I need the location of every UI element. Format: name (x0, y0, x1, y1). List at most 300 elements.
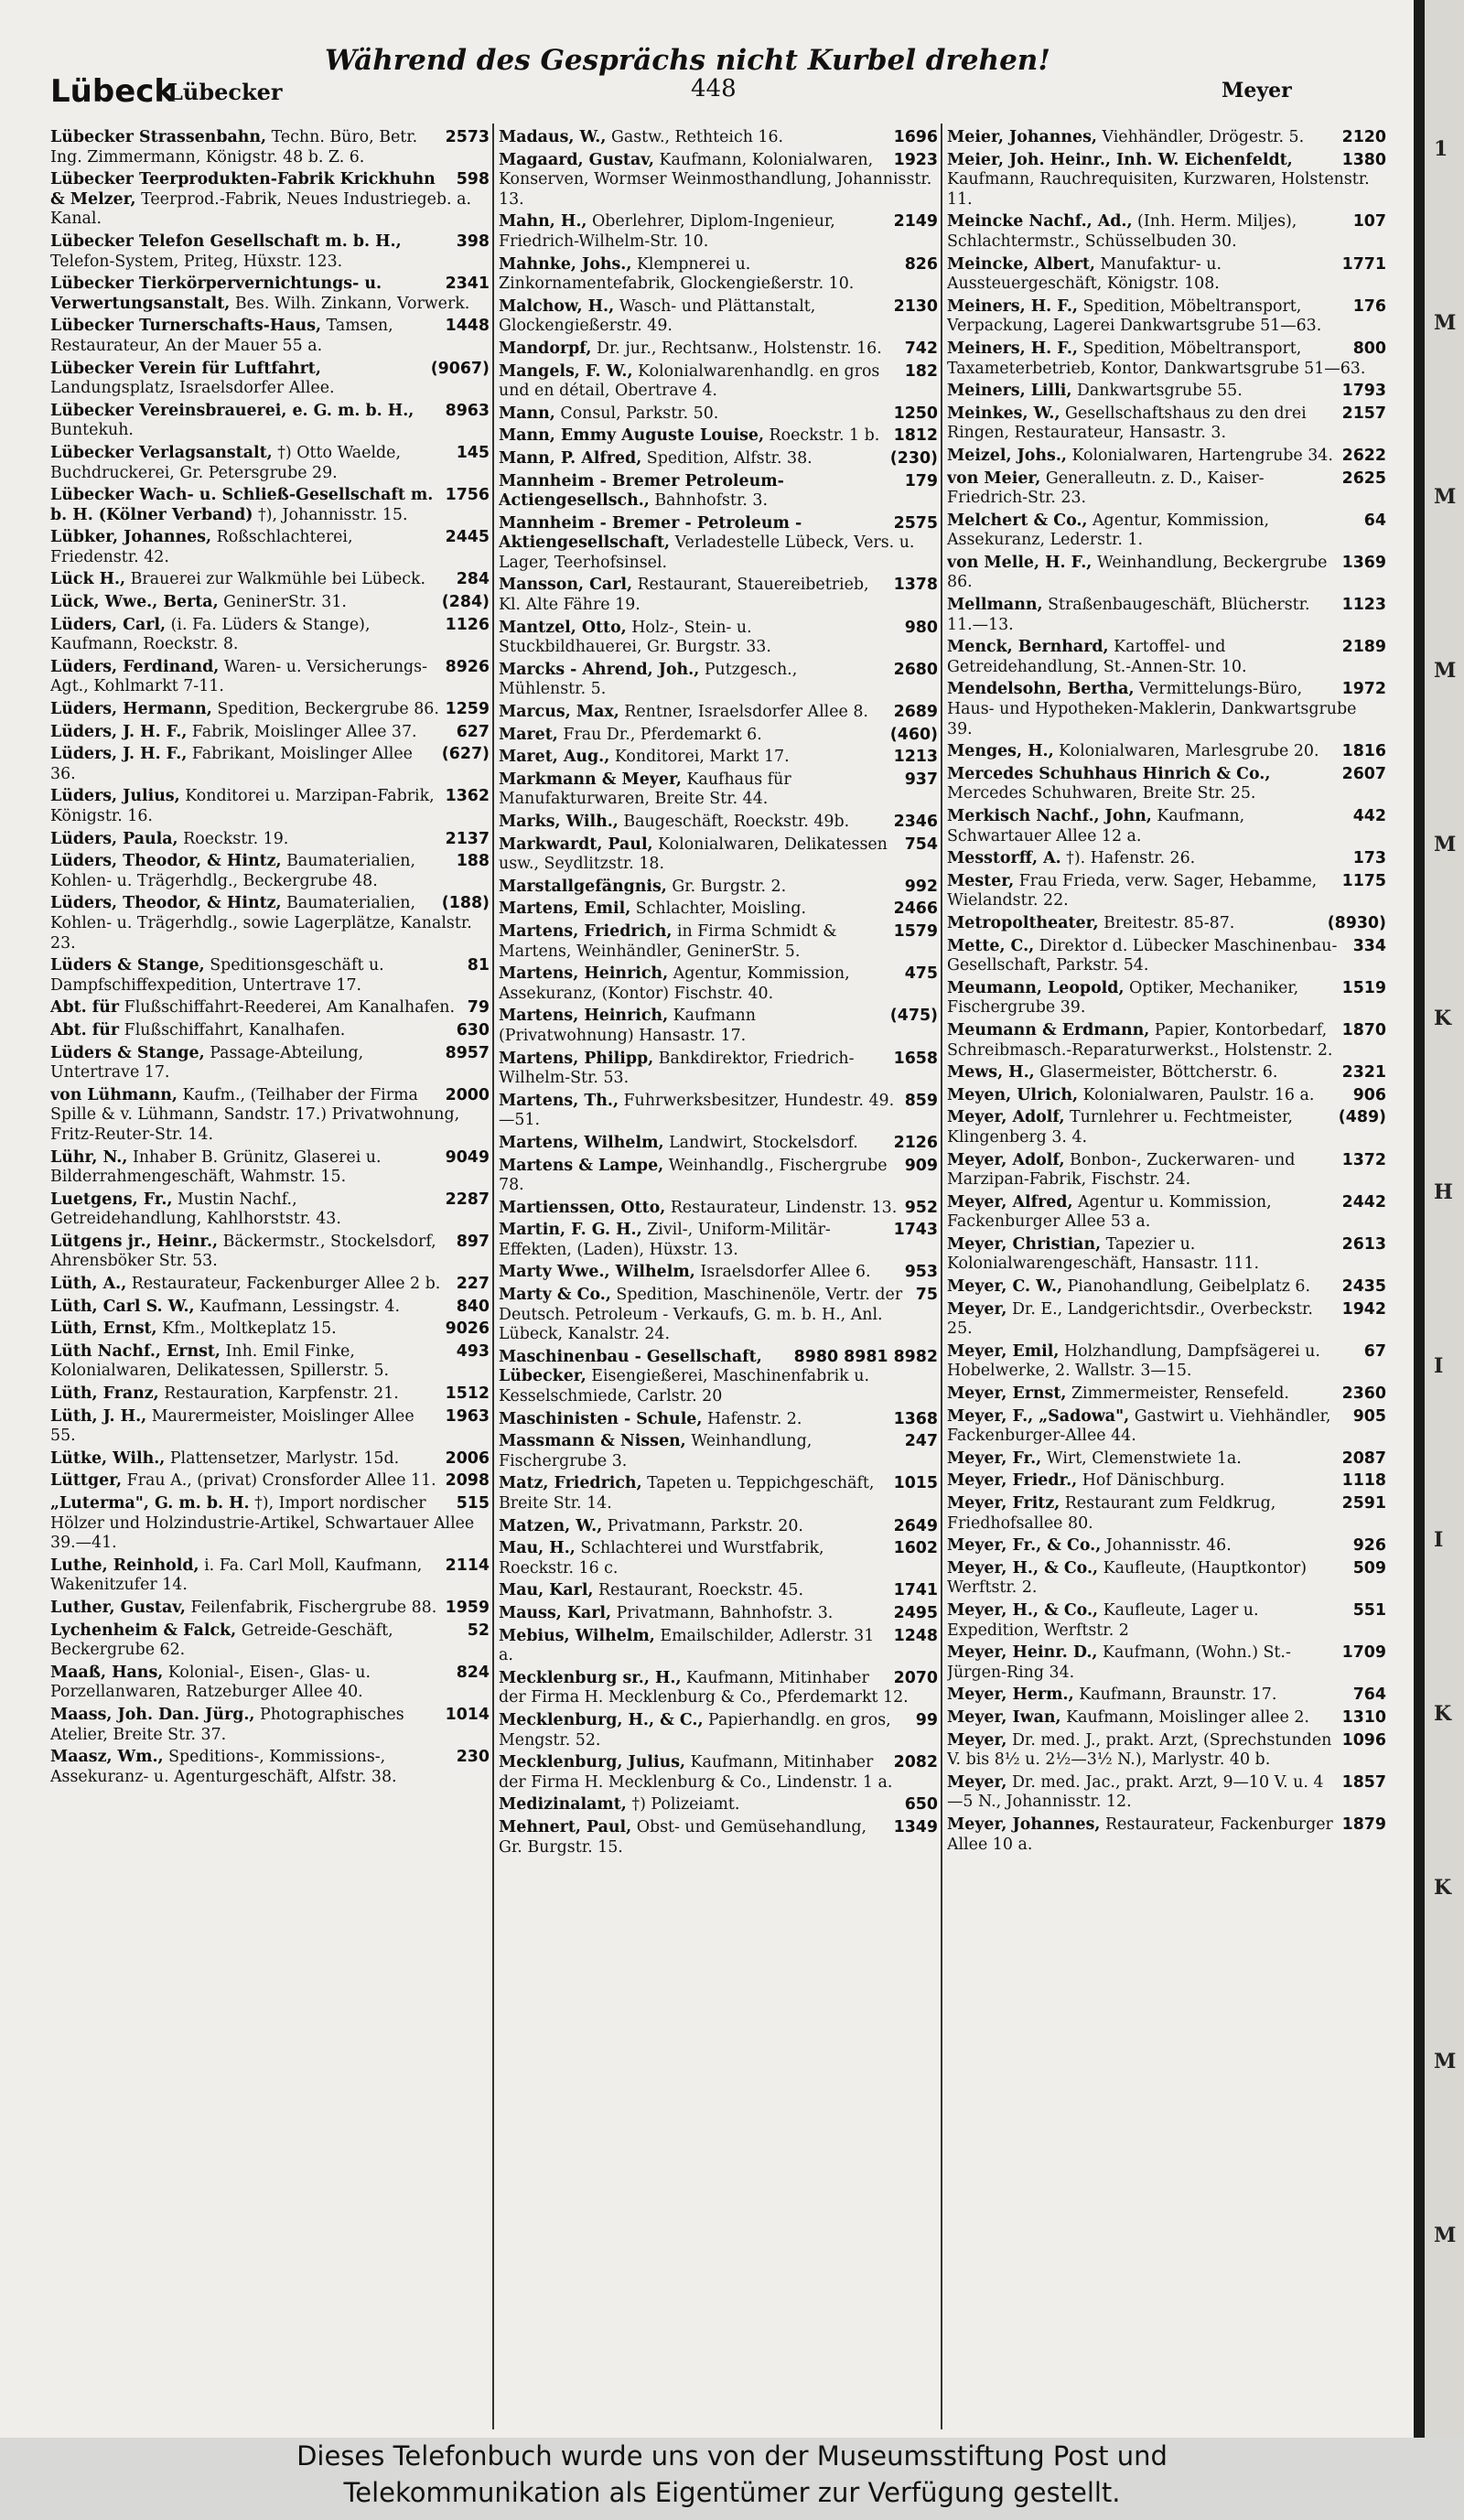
entry-details: Holzhandlung, Dampfsägerei u. Hobelwerke, 2. Wallstr. 3—15. (947, 1341, 1320, 1381)
phone-number: 1857 (1341, 1772, 1386, 1792)
directory-entry (499, 1711, 938, 1753)
entry-name: Abt. für (50, 1020, 120, 1039)
phone-number: 1771 (1341, 254, 1386, 274)
directory-entry (499, 1286, 938, 1348)
phone-number: 2360 (1341, 1384, 1386, 1404)
phone-number: 8963 (445, 401, 490, 420)
entry-name: Lüders, J. H. F., (50, 722, 188, 741)
entry-details: Weinhandlung, Beckergrube 86. (947, 553, 1328, 592)
directory-entry (50, 1319, 490, 1342)
directory-entry (50, 852, 490, 894)
phone-number: 2149 (893, 212, 938, 232)
entry-details: Spedition, Alfstr. 38. (646, 448, 813, 468)
entry-details: Breitestr. 85-87. (1103, 913, 1235, 932)
phone-number: 1959 (445, 1598, 490, 1617)
entry-name: Martienssen, Otto, (499, 1198, 666, 1217)
entry-name: Meincke Nachf., Ad., (947, 212, 1133, 232)
directory-entry (499, 1007, 938, 1049)
entry-name: Massmann & Nissen, (499, 1432, 686, 1451)
phone-number: 909 (904, 1156, 938, 1175)
directory-entry (50, 1407, 490, 1449)
phone-number: 475 (904, 964, 938, 984)
phone-number: 2649 (893, 1516, 938, 1535)
entry-name: Meyer, Ernst, (947, 1384, 1067, 1404)
phone-number: 2346 (893, 813, 938, 831)
phone-number: 1014 (445, 1705, 490, 1724)
phone-number: 2575 (893, 513, 938, 533)
entry-name: Mau, H., (499, 1539, 576, 1558)
entry-name: Lübecker Vereinsbrauerei, e. G. m. b. H., (50, 401, 414, 420)
phone-number: 1362 (445, 787, 490, 806)
directory-entry (50, 1298, 490, 1320)
entry-details: Kaufmann, Mitinhaber der Firma H. Mecklenburg & Co., Pferdemarkt 12. (499, 1668, 909, 1707)
directory-entry (499, 128, 938, 151)
phone-number: (230) (889, 448, 938, 468)
entry-details: Kolonialwaren, Delikatessen usw., Seydlitzstr. 18. (499, 835, 888, 874)
directory-entry (947, 1708, 1386, 1731)
entry-details: Kartoffel- und Getreidehandlung, St.-Annen-Str. 10. (947, 638, 1247, 676)
entry-details: Kaufm., (Teilhaber der Firma Spille & v. Lühmann, Sandstr. 17.) Privatwohnung, Fritz-Reuter-Str. 14. (50, 1085, 460, 1144)
entry-name: Mendelsohn, Bertha, (947, 680, 1135, 699)
entry-details: Roeckstr. 1 b. (769, 426, 880, 446)
entry-details: Landungsplatz, Israelsdorfer Allee. (50, 379, 335, 398)
directory-entry (947, 447, 1386, 469)
entry-details: Brauerei zur Walkmühle bei Lübeck. (130, 570, 426, 589)
entry-details: Feilenfabrik, Fischergrube 88. (190, 1598, 437, 1617)
phone-number: 1368 (893, 1409, 938, 1428)
phone-number: 937 (904, 770, 938, 789)
entry-details: Rentner, Israelsdorfer Allee 8. (624, 703, 868, 722)
entry-details: Gesellschaftshaus zu den drei Ringen, Restaurateur, Hansastr. 3. (947, 404, 1307, 443)
entry-name: Marty & Co., (499, 1286, 611, 1305)
phone-number: 9049 (445, 1147, 490, 1167)
entry-name: Meyer, Fr., (947, 1448, 1042, 1468)
directory-entry (947, 128, 1386, 151)
entry-details: Kaufleute, (Hauptkontor) Werftstr. 2. (947, 1558, 1308, 1598)
entry-name: Mansson, Carl, (499, 576, 633, 595)
directory-entry (50, 170, 490, 232)
entry-details: Restaurant, Roeckstr. 45. (598, 1581, 803, 1600)
phone-number: 800 (1352, 339, 1386, 358)
directory-entry (50, 402, 490, 444)
phone-number: 627 (456, 722, 490, 741)
entry-name: Meiners, H. F., (947, 296, 1078, 316)
phone-number: 9026 (445, 1319, 490, 1339)
directory-entry (499, 964, 938, 1007)
directory-entry (499, 1050, 938, 1092)
phone-number: (475) (889, 1007, 938, 1026)
entry-name: Meyer, F., „Sadowa", (947, 1406, 1130, 1426)
header-range-label: Meyer (1222, 79, 1292, 102)
directory-entry (50, 317, 490, 359)
directory-entry (499, 514, 938, 576)
entry-name: Lübecker Wach- u. Schließ-Gesellschaft m. b. H. (Kölner Verband) (50, 486, 434, 524)
entry-details: †), Johannisstr. 15. (258, 505, 408, 524)
entry-name: Maasz, Wm., (50, 1748, 164, 1767)
phone-number: 2689 (893, 703, 938, 722)
directory-entry (947, 1277, 1386, 1300)
directory-entry (499, 1627, 938, 1669)
phone-number: 2591 (1341, 1494, 1386, 1513)
entry-details: Gr. Burgstr. 2. (672, 877, 787, 896)
phone-number: 2321 (1341, 1063, 1386, 1082)
directory-entry (499, 703, 938, 726)
directory-entry (499, 1157, 938, 1199)
entry-details: Wirt, Clemenstwiete 1a. (1046, 1448, 1242, 1468)
entry-name: Mette, C., (947, 936, 1035, 955)
directory-entry (947, 212, 1386, 254)
directory-entry (947, 1063, 1386, 1086)
entry-name: Mann, P. Alfred, (499, 448, 642, 468)
entry-name: Lüders, Ferdinand, (50, 657, 220, 676)
phone-number: 2625 (1341, 468, 1386, 488)
phone-number: 2341 (445, 275, 490, 294)
directory-entry (947, 554, 1386, 596)
entry-details: Kolonialwaren, Paulstr. 16 a. (1082, 1085, 1315, 1104)
entry-details: Dr. med. Jac., prakt. Arzt, 9—10 V. u. 4—5 N., Johannisstr. 12. (947, 1772, 1324, 1812)
phone-number: 182 (904, 361, 938, 381)
entry-name: Luetgens, Fr., (50, 1190, 173, 1209)
directory-entry (499, 770, 938, 813)
phone-number: 99 (915, 1710, 938, 1729)
entry-details: in Firma Schmidt & Martens, Weinhändler, GeninerStr. 5. (499, 921, 837, 961)
entry-name: Meyer, H., & Co., (947, 1600, 1099, 1620)
directory-entry (947, 1021, 1386, 1063)
adjacent-page-fragment: K (1434, 1876, 1452, 1900)
entry-details: (Inh. Herm. Miljes), Schlachtermstr., Schüsselbuden 30. (947, 212, 1297, 251)
entry-details: Bahnhofstr. 3. (654, 491, 769, 511)
adjacent-page-fragment: I (1434, 1354, 1444, 1378)
entry-name: Luther, Gustav, (50, 1598, 186, 1617)
entry-name: Abt. für (50, 998, 120, 1018)
footer-notice (0, 2438, 1464, 2520)
entry-details: †). Hafenstr. 26. (1066, 849, 1196, 868)
entry-name: Matzen, W., (499, 1516, 603, 1535)
entry-name: Madaus, W., (499, 128, 607, 146)
phone-number: 2157 (1341, 404, 1386, 423)
phone-number: 2006 (445, 1448, 490, 1468)
directory-entry (947, 1108, 1386, 1150)
phone-number: 67 (1363, 1341, 1386, 1361)
phone-number: 2680 (893, 660, 938, 679)
entry-details: Consul, Parkstr. 50. (560, 404, 719, 423)
adjacent-page-fragment: H (1434, 1180, 1453, 1204)
phone-number: 1118 (1341, 1471, 1386, 1491)
directory-entry (499, 1134, 938, 1157)
phone-number: (627) (441, 745, 490, 764)
entry-name: Martens, Heinrich, (499, 964, 669, 984)
entry-name: Mecklenburg, Julius, (499, 1753, 686, 1772)
entry-details: Photographisches Atelier, Breite Str. 37. (50, 1705, 404, 1744)
entry-details: Waren- u. Versicherungs-Agt., Kohlmarkt 7-11. (50, 657, 427, 696)
entry-details: Flußschiffahrt, Kanalhafen. (124, 1020, 346, 1039)
entry-name: Meyer, H., & Co., (947, 1558, 1099, 1578)
adjacent-page-fragment: M (1434, 2050, 1457, 2073)
entry-details: Agentur, Kommission, Assekuranz, (Kontor) Fischstr. 40. (499, 964, 850, 1003)
phone-number: 1250 (893, 404, 938, 423)
directory-column-2 (499, 128, 938, 2434)
phone-number: 906 (1352, 1085, 1386, 1104)
entry-details: Kaufmann, Moislinger allee 2. (1066, 1707, 1309, 1727)
entry-details: Wasch- und Plättanstalt, Glockengießerstr. 49. (499, 296, 816, 336)
entry-name: Merkisch Nachf., John, (947, 807, 1152, 825)
entry-details: Israelsdorfer Allee 6. (700, 1263, 871, 1282)
phone-number: 1349 (893, 1817, 938, 1836)
directory-entry (50, 360, 490, 402)
entry-details: Inh. Emil Finke, Kolonialwaren, Delikatessen, Spillerstr. 5. (50, 1341, 390, 1381)
adjacent-page-fragment: I (1434, 1528, 1444, 1552)
entry-details: Eisengießerei, Maschinenfabrik u. Kesselschmiede, Carlstr. 20 (499, 1367, 869, 1406)
phone-number: 2120 (1341, 128, 1386, 146)
adjacent-page-fragment: M (1434, 659, 1457, 683)
directory-entry (499, 1092, 938, 1134)
entry-details: Restauration, Karpfenstr. 21. (164, 1384, 399, 1404)
directory-entry (947, 872, 1386, 914)
directory-entry (499, 449, 938, 472)
entry-details: Weinhandlg., Fischergrube 78. (499, 1156, 888, 1195)
phone-number: 107 (1352, 212, 1386, 232)
entry-details: Johannisstr. 46. (1105, 1536, 1232, 1556)
entry-details: Papier, Kontorbedarf, Schreibmasch.-Reparaturwerkst., Holstenstr. 2. (947, 1020, 1333, 1060)
page-header (50, 38, 1322, 112)
phone-number: 2287 (445, 1190, 490, 1209)
entry-name: Marstallgefängnis, (499, 877, 667, 896)
entry-name: Lüders, Julius, (50, 787, 180, 806)
phone-number: 509 (1352, 1558, 1386, 1578)
entry-details: Zimmermeister, Rensefeld. (1071, 1384, 1289, 1404)
entry-details: Frau Frieda, verw. Sager, Hebamme, Wielandstr. 22. (947, 871, 1318, 910)
directory-entry (50, 232, 490, 275)
entry-name: Lüttger, (50, 1471, 123, 1491)
entry-details: Speditionsgeschäft u. Dampfschiffexpedition, Untertrave 17. (50, 956, 384, 995)
entry-name: Lüth, Carl S. W., (50, 1297, 195, 1316)
phone-number: 81 (467, 956, 490, 975)
directory-entry (499, 1581, 938, 1604)
entry-name: Lübker, Johannes, (50, 528, 212, 547)
phone-number: 742 (904, 339, 938, 358)
header-motto: Während des Gesprächs nicht Kurbel drehen! (325, 44, 1050, 77)
entry-name: Meyer, Emil, (947, 1341, 1060, 1361)
entry-name: Lüth, J. H., (50, 1406, 147, 1426)
entry-name: Martens, Wilhelm, (499, 1133, 664, 1152)
entry-name: Mebius, Wilhelm, (499, 1626, 655, 1645)
directory-entry (947, 1449, 1386, 1472)
directory-entry (50, 1342, 490, 1384)
adjacent-page-fragment: 1 (1434, 137, 1448, 161)
entry-name: Mews, H., (947, 1063, 1035, 1082)
entry-details: Bäckermstr., Stockelsdorf, Ahrensböker Str. 53. (50, 1232, 436, 1271)
directory-entry (947, 849, 1386, 872)
phone-number: 1741 (893, 1581, 938, 1600)
entry-details: Kolonialwaren, Marlesgrube 20. (1059, 742, 1319, 761)
entry-name: Malchow, H., (499, 296, 615, 316)
entry-name: Lübecker Strassenbahn, (50, 128, 267, 146)
phone-number: 980 (904, 618, 938, 637)
phone-number: 1015 (893, 1474, 938, 1493)
entry-name: Mau, Karl, (499, 1581, 594, 1600)
entry-details: Buntekuh. (50, 421, 134, 440)
directory-entry (50, 830, 490, 853)
directory-entry (50, 1449, 490, 1472)
phone-number: 2613 (1341, 1234, 1386, 1254)
entry-name: Lüders, Carl, (50, 615, 167, 634)
phone-number: (460) (889, 725, 938, 744)
directory-entry (947, 1731, 1386, 1773)
entry-details: Baugeschäft, Roeckstr. 49b. (623, 813, 850, 831)
directory-entry (947, 1300, 1386, 1342)
entry-name: Martin, F. G. H., (499, 1221, 642, 1240)
directory-entry (947, 1086, 1386, 1109)
entry-details: Privatmann, Parkstr. 20. (607, 1516, 803, 1535)
entry-name: Mester, (947, 871, 1015, 890)
directory-entry (947, 297, 1386, 339)
phone-number: (9067) (430, 359, 490, 378)
entry-name: Markmann & Meyer, (499, 770, 682, 789)
phone-number: 2000 (445, 1085, 490, 1104)
directory-entry (947, 596, 1386, 638)
directory-entry (499, 1795, 938, 1818)
entry-name: Marcus, Max, (499, 703, 619, 722)
entry-details: Oberlehrer, Diplom-Ingenieur, Friedrich-Wilhelm-Str. 10. (499, 212, 835, 251)
directory-entry (947, 1601, 1386, 1643)
directory-entry (947, 1685, 1386, 1708)
entry-details: Viehhändler, Drögestr. 5. (1102, 128, 1305, 146)
phone-number: 1448 (445, 317, 490, 336)
directory-entry (50, 1494, 490, 1556)
entry-details: Fabrik, Moislinger Allee 37. (191, 722, 417, 741)
directory-column-1 (50, 128, 490, 2434)
directory-entry (947, 1384, 1386, 1407)
column-divider (941, 124, 942, 2429)
phone-number: 897 (456, 1232, 490, 1251)
adjacent-page-fragment: M (1434, 311, 1457, 335)
header-city: Lübeck (50, 73, 176, 110)
directory-entry (947, 1559, 1386, 1601)
entry-details: Kaufmann, Mitinhaber der Firma H. Mecklenburg & Co., Lindenstr. 1 a. (499, 1753, 893, 1792)
directory-entry (50, 700, 490, 723)
directory-entry (499, 661, 938, 703)
phone-number: 8926 (445, 657, 490, 676)
entry-details: Roßschlachterei, Friedenstr. 42. (50, 528, 353, 566)
entry-name: Mauss, Karl, (499, 1603, 612, 1622)
phone-number: 230 (456, 1748, 490, 1767)
entry-details: Gastwirt u. Viehhändler, Fackenburger-Allee 44. (947, 1406, 1331, 1446)
entry-name: Marcks - Ahrend, Joh., (499, 660, 700, 679)
entry-details: Schlachterei und Wurstfabrik, Roeckstr. 16 c. (499, 1539, 824, 1578)
entry-name: Meyer, Heinr. D., (947, 1643, 1098, 1663)
phone-number: 2114 (445, 1556, 490, 1575)
entry-details: Pianohandlung, Geibelplatz 6. (1067, 1277, 1311, 1297)
entry-details: Holz-, Stein- u. Stuckbildhauerei, Gr. Burgstr. 33. (499, 618, 771, 657)
phone-number: 1812 (893, 426, 938, 446)
phone-number: 826 (904, 254, 938, 274)
directory-entry (50, 1748, 490, 1790)
directory-entry (50, 486, 490, 528)
directory-entry (50, 128, 490, 170)
entry-name: Meyer, Adolf, (947, 1108, 1065, 1127)
phone-number: 1372 (1341, 1150, 1386, 1169)
phone-number: 2495 (893, 1603, 938, 1622)
phone-number: 764 (1352, 1685, 1386, 1705)
directory-entry (947, 1494, 1386, 1536)
entry-details: Plattensetzer, Marlystr. 15d. (169, 1448, 400, 1468)
directory-entry (50, 444, 490, 486)
entry-details: Glasermeister, Böttcherstr. 6. (1039, 1063, 1278, 1082)
phone-number: 905 (1352, 1406, 1386, 1426)
entry-name: Lütke, Wilh., (50, 1448, 166, 1468)
entry-details: Passage-Abteilung, Untertrave 17. (50, 1043, 364, 1082)
directory-entry (499, 1221, 938, 1263)
directory-entry (947, 914, 1386, 937)
entry-details: Roeckstr. 19. (183, 829, 289, 848)
entry-name: Lüders & Stange, (50, 1043, 205, 1062)
phone-number: 75 (915, 1286, 938, 1305)
phone-number: 1519 (1341, 978, 1386, 997)
directory-entry (50, 1664, 490, 1706)
phone-number: 650 (904, 1795, 938, 1815)
directory-entry (499, 1604, 938, 1627)
entry-details: Straßenbaugeschäft, Blücherstr. 11.—13. (947, 596, 1310, 634)
phone-number: 859 (904, 1091, 938, 1110)
entry-name: Lück, Wwe., Berta, (50, 593, 219, 612)
entry-name: Mellmann, (947, 596, 1043, 615)
directory-entry (50, 1471, 490, 1494)
entry-name: Meyer, (947, 1730, 1007, 1750)
directory-entry (947, 1536, 1386, 1559)
entry-name: Mandorpf, (499, 339, 592, 358)
phone-number: 1793 (1341, 382, 1386, 401)
phone-number: 2087 (1341, 1448, 1386, 1468)
entry-name: Mann, (499, 404, 555, 423)
entry-details: Baumaterialien, Kohlen- u. Trägerhdlg., Beckergrube 48. (50, 852, 415, 890)
entry-name: Lychenheim & Falck, (50, 1621, 237, 1640)
entry-details: Turnlehrer u. Fechtmeister, Klingenberg 3. 4. (947, 1108, 1293, 1147)
entry-details: Bonbon-, Zuckerwaren- und Marzipan-Fabrik, Fischstr. 24. (947, 1150, 1296, 1190)
phone-number: 2082 (893, 1753, 938, 1772)
entry-name: Mahnke, Johs., (499, 254, 632, 274)
entry-details: Spedition, Beckergrube 86. (217, 700, 439, 719)
entry-name: Mecklenburg sr., H., (499, 1668, 682, 1687)
entry-details: Tamsen, Restaurateur, An der Mauer 55 a. (50, 317, 393, 355)
entry-name: Melchert & Co., (947, 511, 1088, 530)
directory-entry (50, 1021, 490, 1044)
entry-details: Spedition, Möbeltransport, Verpackung, Lagerei Dankwartsgrube 51—63. (947, 296, 1322, 336)
entry-details: Dankwartsgrube 55. (1076, 382, 1243, 401)
phone-number: 173 (1352, 849, 1386, 868)
entry-name: Meier, Johannes, (947, 128, 1097, 146)
entry-details: Tapeten u. Teppichgeschäft, Breite Str. 14. (499, 1474, 875, 1513)
entry-details: Weinhandlung, Fischergrube 3. (499, 1432, 813, 1470)
entry-name: Meiners, Lilli, (947, 382, 1072, 401)
entry-name: Martens, Th., (499, 1091, 619, 1110)
phone-number: 188 (456, 852, 490, 871)
directory-entry (499, 726, 938, 748)
directory-entry (947, 638, 1386, 680)
entry-name: Lüders, Hermann, (50, 700, 212, 719)
entry-name: Meyer, Christian, (947, 1234, 1102, 1254)
entry-name: Mercedes Schuhhaus Hinrich & Co., (947, 764, 1271, 783)
entry-name: Maschinisten - Schule, (499, 1409, 703, 1428)
phone-number: 598 (456, 170, 490, 189)
entry-details: Agentur, Kommission, Assekuranz, Lederstr. 1. (947, 511, 1269, 550)
entry-details: Generalleutn. z. D., Kaiser-Friedrich-Str. 23. (947, 468, 1265, 508)
entry-details: Kaufmann, (Wohn.) St.-Jürgen-Ring 34. (947, 1643, 1291, 1682)
entry-name: Lübecker Verlagsanstalt, (50, 443, 273, 462)
phone-number: 2442 (1341, 1192, 1386, 1212)
entry-name: Lübecker Tierkörpervernichtungs- u. Verwertungsanstalt, (50, 275, 382, 313)
entry-name: Maschinenbau - Gesellschaft, Lübecker, (499, 1347, 762, 1386)
entry-details: Inhaber B. Grünitz, Glaserei u. Bilderrahmengeschäft, Wahmstr. 15. (50, 1147, 382, 1187)
